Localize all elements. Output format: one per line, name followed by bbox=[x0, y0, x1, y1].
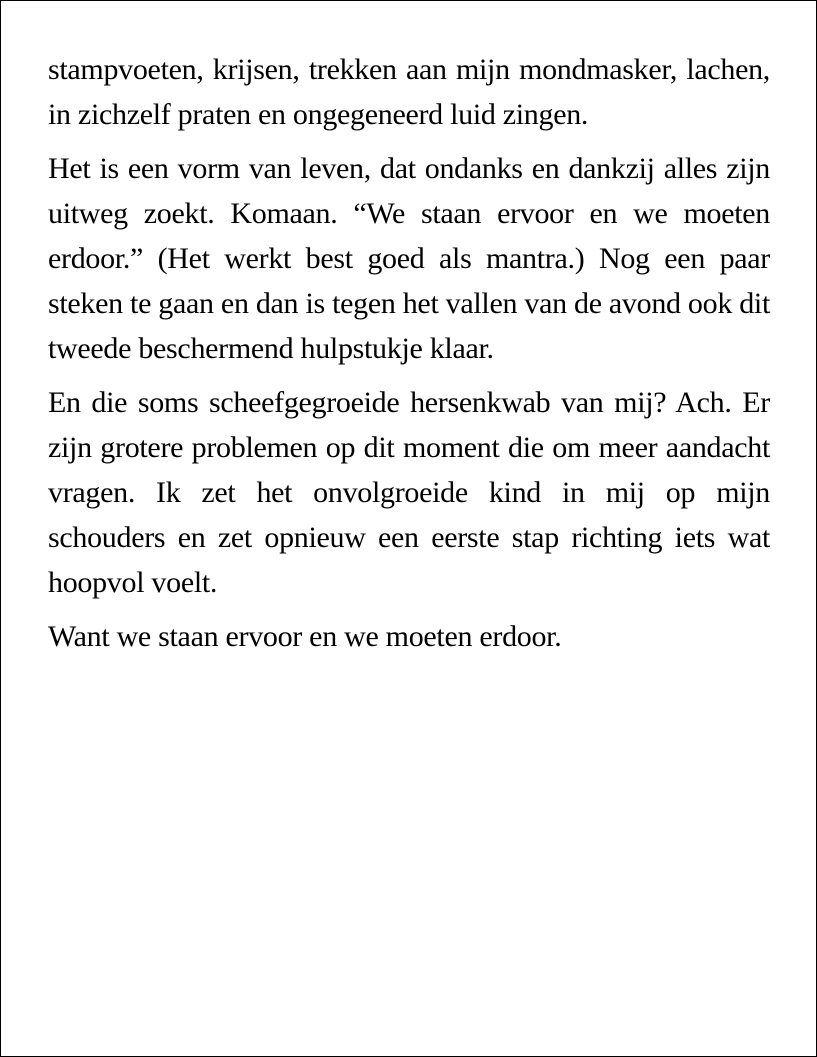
paragraph-4: Want we staan ervoor en we moeten erdoor. bbox=[48, 620, 562, 653]
paragraph-1: stampvoeten, krijsen, trekken aan mijn mondmasker, lachen, in zichzelf praten en ongegeneerd luid zingen. bbox=[48, 53, 770, 131]
body-text bbox=[48, 47, 770, 659]
paragraph-3: En die soms scheefgegroeide hersenkwab van mij? Ach. Er zijn grotere problemen op dit moment die om meer aandacht vragen. Ik zet het onvolgroeide kind in mij op mijn schouders en zet opnieuw een eerste stap richting iets wat hoopvol voelt. bbox=[48, 386, 770, 599]
paragraph-2: Het is een vorm van leven, dat ondanks en dankzij alles zijn uitweg zoekt. Komaan. “We staan ervoor en we moeten erdoor.” (Het werkt best goed als mantra.) Nog een paar steken te gaan en dan is tegen het vallen van de avond ook dit tweede beschermend hulpstukje klaar. bbox=[48, 152, 770, 365]
